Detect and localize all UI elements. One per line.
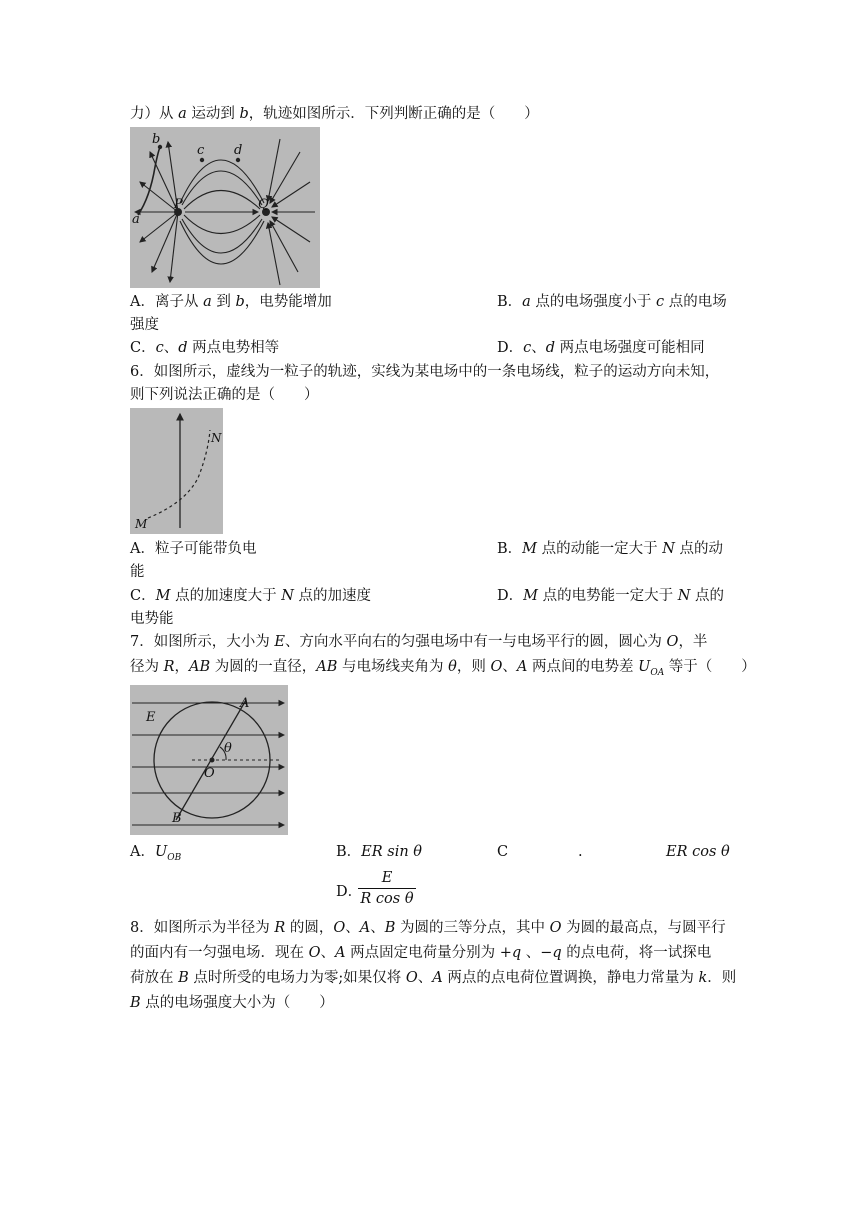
- q7-option-b-label: B．: [336, 844, 362, 860]
- q6-option-a-wrap: 能: [130, 564, 145, 580]
- text-segment: +q: [499, 945, 522, 961]
- q5-option-a-wrap: 强度: [130, 317, 159, 333]
- text-segment: 点的加速度大于: [170, 588, 282, 604]
- q7-option-a-label: A．: [130, 844, 155, 860]
- text-segment: C．: [130, 588, 156, 604]
- text-segment: 、方向水平向右的匀强电场中有一与电场平行的圆，圆心为: [284, 634, 667, 650]
- label-E: E: [146, 710, 156, 725]
- q7-option-b-value: ER sin θ: [361, 844, 423, 860]
- text-segment: 两点的点电荷位置调换，静电力常量为: [442, 970, 699, 986]
- q6-figure-trajectory: [130, 408, 223, 534]
- text-segment: 两点间的电势差: [527, 659, 639, 675]
- text-segment: M: [522, 541, 538, 557]
- q6-option-b: [497, 539, 723, 559]
- text-segment: 点的电场强度小于: [530, 294, 657, 310]
- label-N: N: [211, 431, 222, 445]
- text-segment: 两点电势相等: [187, 340, 280, 356]
- q7-option-a: [130, 842, 181, 868]
- text-segment: 点的动: [674, 541, 724, 557]
- text-segment: 、: [370, 920, 385, 936]
- text-segment: D．: [497, 588, 524, 604]
- text-segment: E: [274, 634, 285, 650]
- text-segment: N: [281, 588, 294, 604]
- text-segment: c: [656, 294, 665, 310]
- text-segment: 为圆的一直径，: [210, 659, 317, 675]
- text-segment: ，则: [456, 659, 491, 675]
- text-segment: OA: [650, 667, 665, 678]
- text-segment: d: [545, 340, 556, 356]
- text-segment: 力）从: [130, 106, 179, 122]
- text-segment: a: [178, 106, 187, 122]
- q8-stem-line3: [130, 968, 736, 988]
- label-M: M: [135, 517, 148, 531]
- q5-option-c: [130, 338, 279, 358]
- text-segment: O: [490, 659, 503, 675]
- text-segment: D．: [497, 340, 524, 356]
- text-segment: ，轨迹如图所示．下列判断正确的是（ ）: [248, 106, 539, 122]
- text-segment: 、: [345, 920, 360, 936]
- text-segment: M: [155, 588, 171, 604]
- text-segment: −q: [540, 945, 562, 961]
- text-segment: ，半: [678, 634, 708, 650]
- text-segment: 等于（ ）: [664, 659, 756, 675]
- label-O: O: [204, 766, 215, 781]
- q7-option-d-fraction: [358, 870, 416, 907]
- q5-figure-field-lines: [130, 127, 320, 288]
- text-segment: 、: [417, 970, 433, 986]
- text-segment: B: [384, 920, 396, 936]
- text-segment: b: [235, 294, 245, 310]
- q7-option-d-label: D．: [336, 884, 363, 900]
- text-segment: B．: [497, 294, 523, 310]
- text-segment: 与电场线夹角为: [337, 659, 449, 675]
- q5-stem-tail: [130, 104, 539, 124]
- label-d: d: [234, 143, 243, 158]
- text-segment: N: [677, 588, 691, 604]
- text-segment: 、: [502, 659, 517, 675]
- text-segment: ，: [174, 659, 190, 675]
- label-c: c: [197, 143, 205, 158]
- text-segment: 两点固定电荷量分别为: [345, 945, 500, 961]
- text-segment: A．离子从: [130, 294, 204, 310]
- text-segment: 径为: [130, 659, 164, 675]
- text-segment: B: [178, 970, 189, 986]
- text-segment: O: [308, 945, 321, 961]
- text-segment: θ: [448, 659, 457, 675]
- q7-option-a-value: U: [154, 844, 168, 860]
- q7-stem-line1: [130, 632, 707, 652]
- text-segment: A: [359, 920, 371, 936]
- text-segment: C．: [130, 340, 156, 356]
- text-segment: 为圆的最高点，与圆平行: [561, 920, 726, 936]
- text-segment: 到: [211, 294, 236, 310]
- text-segment: ．则: [707, 970, 737, 986]
- q7-option-d-numerator: E: [381, 870, 393, 886]
- text-segment: B: [130, 995, 141, 1011]
- text-segment: A: [335, 945, 346, 961]
- q8-stem-line2: [130, 943, 711, 963]
- q8-stem-line4: [130, 993, 334, 1013]
- q7-option-d-denominator: R cos θ: [360, 891, 414, 907]
- text-segment: 点的动能一定大于: [537, 541, 663, 557]
- text-segment: c: [523, 340, 532, 356]
- text-segment: O: [405, 970, 418, 986]
- text-segment: a: [203, 294, 212, 310]
- q7-option-c-value: ER cos θ: [666, 844, 730, 860]
- label-a: a: [132, 212, 140, 227]
- q7-stem-line2: [130, 657, 756, 683]
- text-segment: U: [638, 659, 651, 675]
- q6-option-a: A．粒子可能带负电: [130, 541, 257, 557]
- text-segment: 、: [531, 340, 546, 356]
- text-segment: O: [666, 634, 679, 650]
- text-segment: R: [163, 659, 175, 675]
- text-segment: a: [522, 294, 531, 310]
- text-segment: 点的电势能一定大于: [538, 588, 678, 604]
- text-segment: O: [549, 920, 562, 936]
- text-segment: R: [274, 920, 286, 936]
- q7-option-c-label: C: [497, 844, 509, 860]
- text-segment: 的圆，: [285, 920, 334, 936]
- text-segment: 荷放在: [130, 970, 179, 986]
- q6-option-d: [497, 586, 724, 606]
- q5-option-b: [497, 292, 727, 312]
- text-segment: AB: [316, 659, 338, 675]
- text-segment: A: [516, 659, 528, 675]
- text-segment: O: [333, 920, 346, 936]
- text-segment: 点的电场强度大小为（ ）: [140, 995, 334, 1011]
- text-segment: 点时所受的电场力为零;如果仅将: [188, 970, 406, 986]
- text-segment: M: [523, 588, 538, 604]
- text-segment: c: [155, 340, 164, 356]
- q6-option-c-wrap: 电势能: [130, 611, 174, 627]
- text-segment: 、: [521, 945, 541, 961]
- text-segment: 两点电场强度可能相同: [555, 340, 705, 356]
- text-segment: 点的电场: [664, 294, 727, 310]
- q7-option-b: [336, 842, 422, 862]
- q7-option-a-sub: OB: [167, 852, 182, 863]
- text-segment: B．: [497, 541, 523, 557]
- q6-stem-line2: 则下列说法正确的是（ ）: [130, 387, 319, 403]
- text-segment: 点的: [690, 588, 725, 604]
- text-segment: AB: [189, 659, 211, 675]
- label-P: P: [174, 197, 183, 212]
- text-segment: 为圆的三等分点，其中: [395, 920, 550, 936]
- text-segment: 点的加速度: [293, 588, 371, 604]
- text-segment: 、: [163, 340, 179, 356]
- text-segment: k: [698, 970, 708, 986]
- q8-stem-line1: [130, 918, 726, 938]
- text-segment: b: [239, 106, 249, 122]
- q5-option-a: [130, 292, 332, 312]
- label-theta: θ: [224, 741, 232, 756]
- label-b: b: [152, 132, 161, 147]
- text-segment: 8．如图所示为半径为: [130, 920, 275, 936]
- text-segment: 的点电荷，将一试探电: [561, 945, 712, 961]
- label-B: B: [172, 811, 182, 826]
- q7-option-c-dot: .: [578, 844, 583, 860]
- text-segment: A: [432, 970, 443, 986]
- text-segment: d: [178, 340, 188, 356]
- text-segment: 、: [320, 945, 335, 961]
- q7-figure-circle-in-field: [130, 685, 288, 835]
- label-Q: Q: [258, 197, 269, 212]
- text-segment: 运动到: [186, 106, 240, 122]
- text-segment: 的面内有一匀强电场．现在: [130, 945, 309, 961]
- text-segment: ，电势能增加: [244, 294, 332, 310]
- q5-option-d: [497, 338, 705, 358]
- label-A: A: [240, 696, 250, 711]
- text-segment: N: [662, 541, 675, 557]
- text-segment: 7．如图所示，大小为: [130, 634, 275, 650]
- q6-stem-line1: 6．如图所示，虚线为一粒子的轨迹，实线为某电场中的一条电场线，粒子的运动方向未知，: [130, 364, 720, 380]
- q6-option-c: [130, 586, 371, 606]
